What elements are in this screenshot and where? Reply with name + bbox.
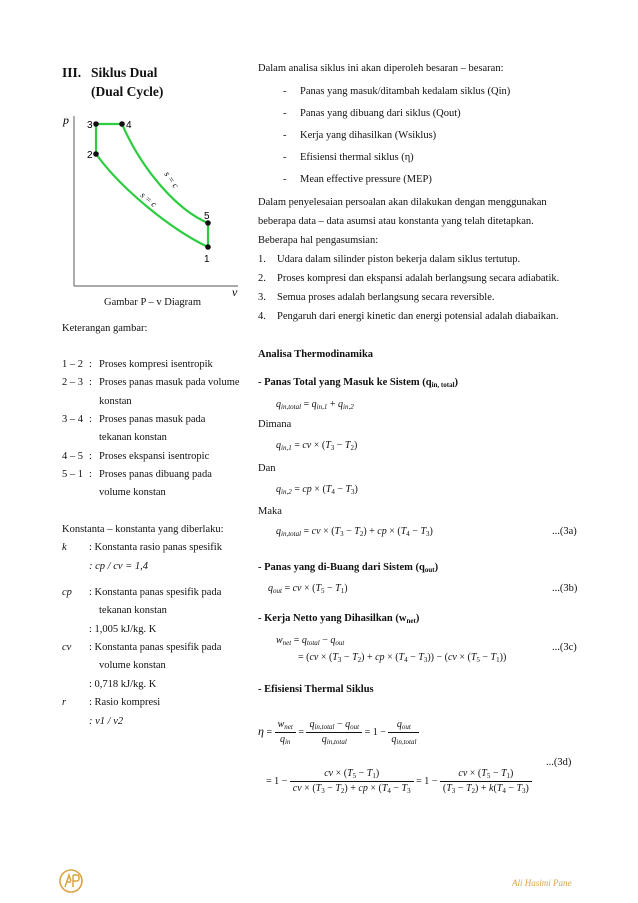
equation-number-3c: ...(3c) xyxy=(552,642,577,653)
point-3 xyxy=(93,121,99,127)
point-label-1: 1 xyxy=(204,254,210,265)
y-axis-label: p xyxy=(63,113,69,127)
dash: - xyxy=(258,377,265,388)
intro-lead: Dalam analisa siklus ini akan diperoleh besaran – besaran: xyxy=(258,63,504,74)
legend-sep: : xyxy=(89,451,92,462)
bullet-text: Panas yang dibuang dari siklus (Qout) xyxy=(300,108,461,119)
constant-key: r xyxy=(62,697,67,708)
point-label-3: 3 xyxy=(87,120,93,131)
bullet-dash: - xyxy=(283,130,287,141)
bullet-text: Panas yang masuk/ditambah kedalam siklus (Qin) xyxy=(300,86,511,97)
constant-text: : 1,005 kJ/kg. K xyxy=(89,624,157,635)
label-maka: Maka xyxy=(258,506,282,517)
equation-wnet: $w_{net} = q_{total} - q_{out}$ xyxy=(276,635,345,647)
point-4 xyxy=(119,121,125,127)
assumption-number: 1. xyxy=(258,254,266,265)
bullet-text: Efisiensi thermal siklus (η) xyxy=(300,152,414,163)
constant-key: cp xyxy=(62,587,72,598)
assumption-text: Semua proses adalah berlangsung secara reversible. xyxy=(277,292,495,303)
equation-qin-total-expanded: $q_{in,total}$ = cv × $(T_3 - T_2)$ + cp × $(T_4 - T_3)$ xyxy=(276,526,433,538)
logo-icon xyxy=(58,868,84,894)
equation-qin-total: $q_{in,total} = q_{in,1} + q_{in,2}$ xyxy=(276,399,354,411)
bullet-dash: - xyxy=(283,152,287,163)
dash: - xyxy=(258,562,265,573)
para-line: beberapa data – data asumsi atau konstanta yang telah ditetapkan. xyxy=(258,216,534,227)
section-efficiency-title: - Efisiensi Thermal Siklus xyxy=(258,684,374,695)
legend-key: 2 – 3 xyxy=(62,377,83,388)
constant-text: : cp / cv = 1,4 xyxy=(89,561,148,572)
bullet-dash: - xyxy=(283,108,287,119)
legend-sep: : xyxy=(89,377,92,388)
section-heat-in-title: - Panas Total yang Masuk ke Sistem $(q_{in, total})$ xyxy=(258,377,459,389)
equation-efficiency-expanded: = 1 − $\frac{cv \times (T_5 - T_1)}{cv \times (T_3 - T_2) + cp \times (T_4 - T_3}$ = 1 − $\frac{cv \times (T_5 - T_1)}{(T_3 - T_2) + k(T_4 - T_3)}$ xyxy=(266,768,532,795)
bullet-dash: - xyxy=(283,86,287,97)
equation-qin-1: $q_{in,1}$ = cv × $(T_3 - T_2)$ xyxy=(276,440,358,452)
point-1 xyxy=(205,244,211,250)
assumption-text: Udara dalam silinder piston bekerja dalam siklus tertutup. xyxy=(277,254,521,265)
legend-text: tekanan konstan xyxy=(99,432,167,443)
legend-key: 3 – 4 xyxy=(62,414,83,425)
section-title: Siklus Dual xyxy=(91,65,158,80)
legend-text: Proses kompresi isentropik xyxy=(99,359,213,370)
legend-text: Proses panas masuk pada xyxy=(99,414,206,425)
legend-key: 5 – 1 xyxy=(62,469,83,480)
constant-key: cv xyxy=(62,642,72,653)
analysis-heading: Analisa Thermodinamika xyxy=(258,349,374,360)
para-line: Beberapa hal pengasumsian: xyxy=(258,235,379,246)
assumption-number: 2. xyxy=(258,273,266,284)
point-label-5: 5 xyxy=(204,211,210,222)
equation-number-3b: ...(3b) xyxy=(552,583,578,594)
assumption-number: 3. xyxy=(258,292,266,303)
equation-number-3a: ...(3a) xyxy=(552,526,577,537)
assumption-text: Pengaruh dari energi kinetic dan energi potensial adalah diabaikan. xyxy=(277,311,559,322)
equation-number-3d: ...(3d) xyxy=(546,757,572,768)
para-line: Dalam penyelesaian persoalan akan dilakukan dengan menggunakan xyxy=(258,197,547,208)
constant-text: : Rasio kompresi xyxy=(89,697,161,708)
legend-heading: Keterangan gambar: xyxy=(62,323,148,334)
point-label-2: 2 xyxy=(87,150,93,161)
section-subtitle: (Dual Cycle) xyxy=(91,84,164,99)
equation-qin-2: $q_{in,2}$ = cp × $(T_4 - T_3)$ xyxy=(276,484,358,496)
point-2 xyxy=(93,151,99,157)
cycle-lines xyxy=(96,124,208,247)
constant-key: k xyxy=(62,542,67,553)
diagram-caption: Gambar P – v Diagram xyxy=(104,297,202,308)
bullet-text: Mean effective pressure (MEP) xyxy=(300,174,432,185)
legend-text: Proses panas masuk pada volume xyxy=(99,377,240,388)
bullet-text: Kerja yang dihasilkan (Wsiklus) xyxy=(300,130,437,141)
isentrope-label-upper: s = c xyxy=(162,169,181,190)
constant-text: : v1 / v2 xyxy=(89,716,124,727)
equation-efficiency: η = $\frac{w_{net}}{q_{in}}$ = $\frac{q_{in,total} - q_{out}}{q_{in,total}}$ = 1 − $\frac{q_{out}}{q_{in,total}}$ xyxy=(258,719,419,746)
assumption-number: 4. xyxy=(258,311,266,322)
constant-text: : Konstanta rasio panas spesifik xyxy=(89,542,222,553)
label-dan: Dan xyxy=(258,463,276,474)
equation-wnet-expanded: = ($cv \times (T_3 - T_2)$ + cp × $(T_4 - T_3)) - (cv \times (T_5 - T_1))$ xyxy=(298,652,507,664)
footer-author: Ali Hasimi Pane xyxy=(512,878,572,888)
assumption-text: Proses kompresi dan ekspansi adalah berlangsung secara adiabatik. xyxy=(277,273,560,284)
legend-text: Proses ekspansi isentropic xyxy=(99,451,210,462)
isentrope-label-lower: s = c xyxy=(138,189,159,210)
legend-key: 1 – 2 xyxy=(62,359,83,370)
bullet-dash: - xyxy=(283,174,287,185)
legend-key: 4 – 5 xyxy=(62,451,83,462)
constant-text: volume konstan xyxy=(99,660,166,671)
x-axis-label: v xyxy=(232,285,238,299)
legend-text: konstan xyxy=(99,396,132,407)
section-net-work-title: - Kerja Netto yang Dihasilkan $(w_{net})$ xyxy=(258,613,420,625)
legend-sep: : xyxy=(89,469,92,480)
constant-text: : 0,718 kJ/kg. K xyxy=(89,679,157,690)
legend-text: Proses panas dibuang pada xyxy=(99,469,212,480)
pv-diagram xyxy=(62,110,252,300)
dash: - xyxy=(258,613,265,624)
constant-text: tekanan konstan xyxy=(99,605,167,616)
section-number: III. xyxy=(62,65,82,80)
constant-text: : Konstanta panas spesifik pada xyxy=(89,642,222,653)
legend-sep: : xyxy=(89,414,92,425)
dash: - xyxy=(258,684,265,695)
equation-qout: $q_{out}$ = cv × $(T_5 - T_1)$ xyxy=(268,583,348,595)
constants-heading: Konstanta – konstanta yang diberlaku: xyxy=(62,524,224,535)
section-heat-out-title: - Panas yang di-Buang dari Sistem $(q_{out})$ xyxy=(258,562,439,574)
constant-text: : Konstanta panas spesifik pada xyxy=(89,587,222,598)
legend-text: volume konstan xyxy=(99,487,166,498)
point-label-4: 4 xyxy=(126,120,132,131)
label-dimana: Dimana xyxy=(258,419,292,430)
legend-sep: : xyxy=(89,359,92,370)
